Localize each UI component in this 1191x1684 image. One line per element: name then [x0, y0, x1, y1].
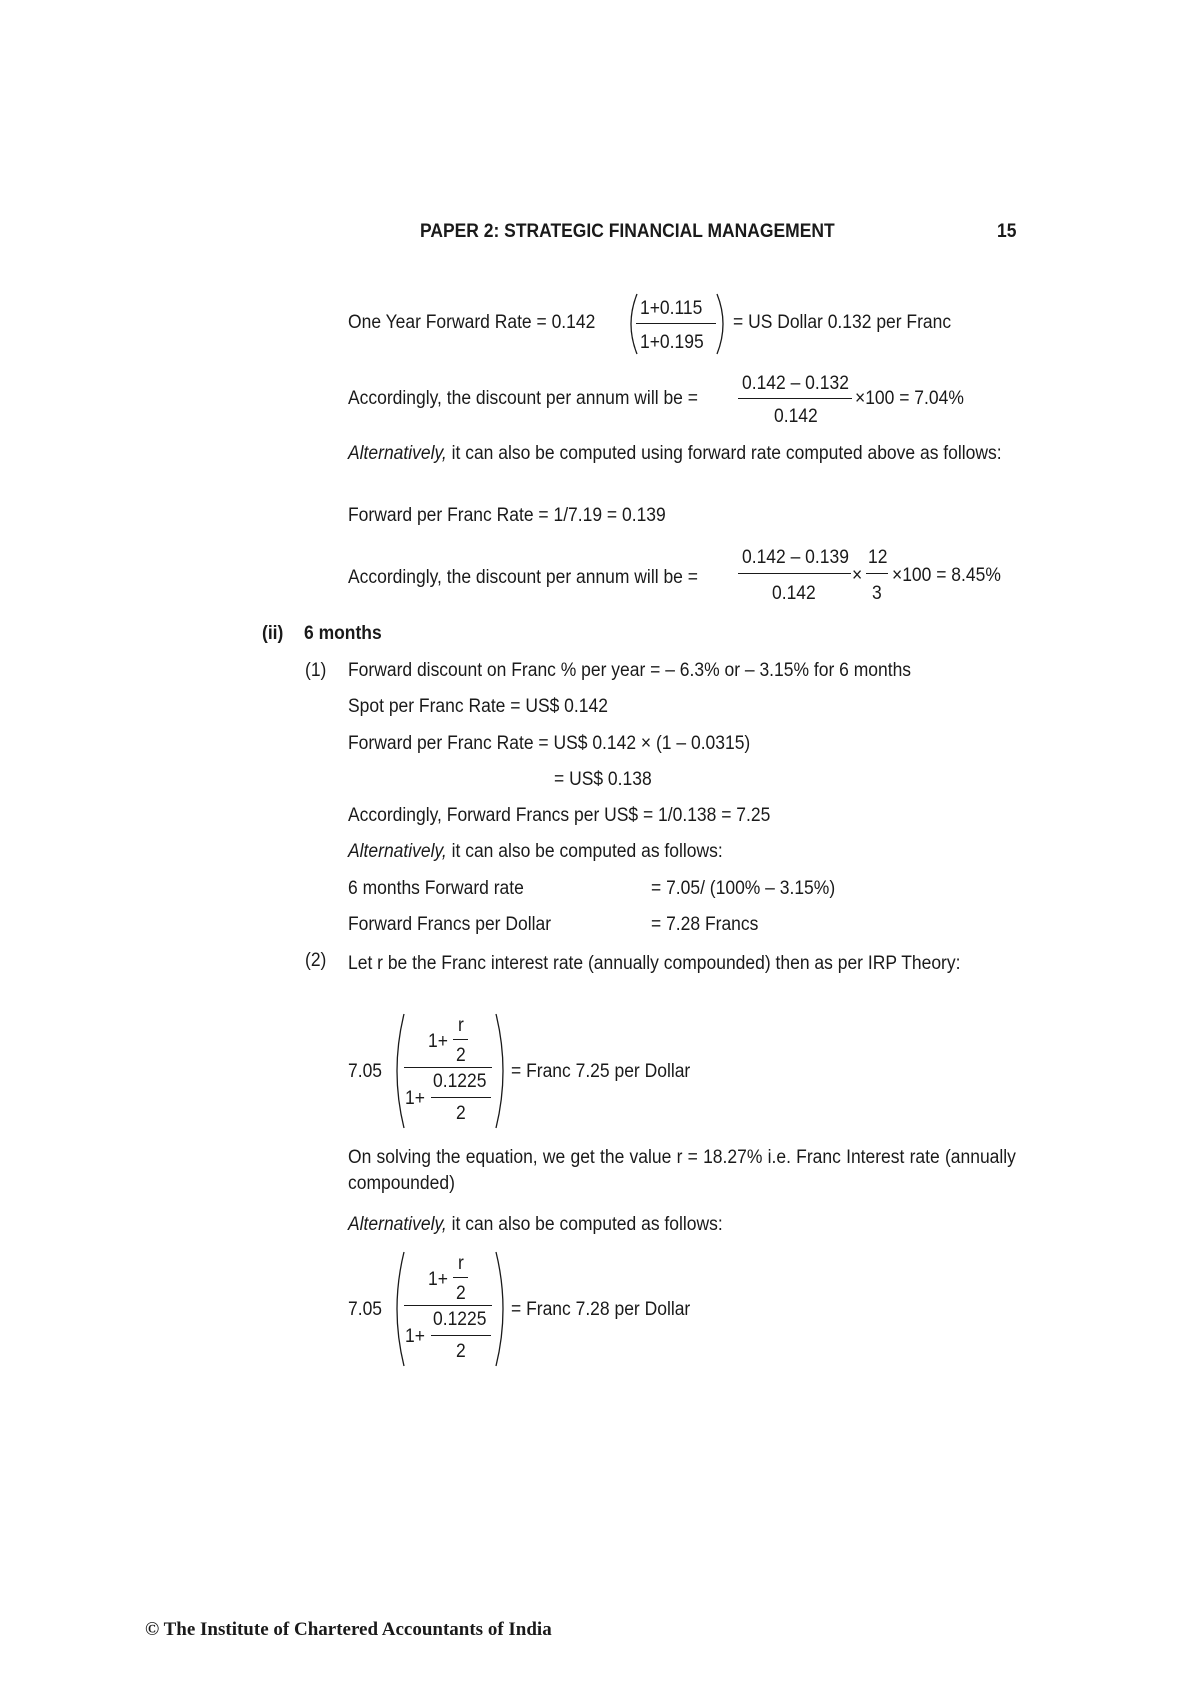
main-fraction-bar	[404, 1067, 492, 1068]
rate-numerator: 0.1225	[433, 1071, 487, 1092]
alternatively-emphasis: Alternatively,	[348, 841, 447, 862]
forward-rate-result: = US Dollar 0.132 per Franc	[733, 312, 952, 333]
forward-rate-label: One Year Forward Rate = 0.142	[348, 312, 596, 333]
coefficient: 7.05	[348, 1299, 383, 1320]
alternative-line	[348, 1215, 723, 1234]
equation-result: = Franc 7.25 per Dollar	[511, 1061, 691, 1082]
r-numerator: r	[458, 1015, 464, 1036]
rate-numerator: 0.1225	[433, 1309, 487, 1330]
row-label: Forward Francs per Dollar	[348, 914, 552, 935]
equation-result: = Franc 7.28 per Dollar	[511, 1299, 691, 1320]
section-title: 6 months	[304, 623, 382, 644]
alternative-line	[348, 842, 723, 861]
times-sign: ×	[852, 565, 863, 586]
row-value: = 7.05/ (100% – 3.15%)	[651, 878, 836, 899]
fraction-denominator: 0.142	[774, 406, 818, 427]
main-fraction-bar	[404, 1305, 492, 1306]
item-line: = US$ 0.138	[554, 769, 652, 790]
one-plus: 1+	[428, 1031, 448, 1052]
fraction-numerator: 0.142 – 0.139	[742, 547, 849, 568]
forward-per-franc-rate: Forward per Franc Rate = 1/7.19 = 0.139	[348, 505, 666, 526]
r-denominator: 2	[456, 1045, 466, 1066]
fraction-bar	[866, 573, 888, 574]
page-header-title: PAPER 2: STRATEGIC FINANCIAL MANAGEMENT	[420, 221, 835, 242]
right-paren-icon	[492, 1250, 512, 1368]
fraction-bar	[738, 573, 851, 574]
r-numerator: r	[458, 1253, 464, 1274]
item-line: Accordingly, Forward Francs per US$ = 1/0.138 = 7.25	[348, 805, 771, 826]
left-paren-icon	[390, 1012, 410, 1130]
fraction-bar	[738, 398, 852, 399]
alternative-paragraph-1	[348, 441, 1016, 467]
item-number: (1)	[305, 660, 327, 681]
alternative-text: it can also be computed as follows:	[446, 1214, 723, 1235]
fraction-denominator: 3	[872, 583, 882, 604]
fraction-denominator: 1+0.195	[640, 332, 704, 353]
rate-denominator: 2	[456, 1341, 466, 1362]
fraction-bar	[453, 1039, 468, 1040]
discount-label: Accordingly, the discount per annum will be =	[348, 388, 698, 409]
row-value: = 7.28 Francs	[651, 914, 759, 935]
item-text: Let r be the Franc interest rate (annually compounded) then as per IRP Theory:	[348, 953, 961, 974]
discount-result: ×100 = 8.45%	[892, 565, 1001, 586]
section-label: (ii)	[262, 623, 284, 644]
discount-result: ×100 = 7.04%	[855, 388, 964, 409]
fraction-bar	[431, 1335, 491, 1336]
r-denominator: 2	[456, 1283, 466, 1304]
one-plus: 1+	[405, 1088, 425, 1109]
left-paren-icon	[390, 1250, 410, 1368]
footer-copyright: © The Institute of Chartered Accountants of India	[145, 1619, 552, 1640]
coefficient: 7.05	[348, 1061, 383, 1082]
alternative-text: it can also be computed using forward rate computed above as follows:	[446, 443, 1002, 464]
item-number: (2)	[305, 950, 327, 971]
fraction-bar	[431, 1097, 491, 1098]
one-plus: 1+	[405, 1326, 425, 1347]
right-paren-icon	[711, 292, 731, 356]
rate-denominator: 2	[456, 1103, 466, 1124]
alternative-text: it can also be computed as follows:	[446, 841, 723, 862]
fraction-numerator: 1+0.115	[640, 298, 703, 319]
right-paren-icon	[492, 1012, 512, 1130]
fraction-numerator: 12	[868, 547, 888, 568]
row-label: 6 months Forward rate	[348, 878, 524, 899]
item-line: Forward per Franc Rate = US$ 0.142 × (1 – 0.0315)	[348, 733, 751, 754]
alternatively-emphasis: Alternatively,	[348, 443, 447, 464]
fraction-denominator: 0.142	[772, 583, 816, 604]
fraction-bar	[453, 1277, 468, 1278]
alternatively-emphasis: Alternatively,	[348, 1214, 447, 1235]
page-number: 15	[997, 221, 1017, 242]
fraction-bar	[636, 323, 716, 324]
fraction-numerator: 0.142 – 0.132	[742, 373, 849, 394]
discount-label: Accordingly, the discount per annum will be =	[348, 567, 698, 588]
one-plus: 1+	[428, 1269, 448, 1290]
item-line: Forward discount on Franc % per year = – 6.3% or – 3.15% for 6 months	[348, 660, 912, 681]
item-line: Spot per Franc Rate = US$ 0.142	[348, 696, 608, 717]
solve-paragraph: On solving the equation, we get the value r = 18.27% i.e. Franc Interest rate (annually compounded)	[348, 1147, 1016, 1194]
